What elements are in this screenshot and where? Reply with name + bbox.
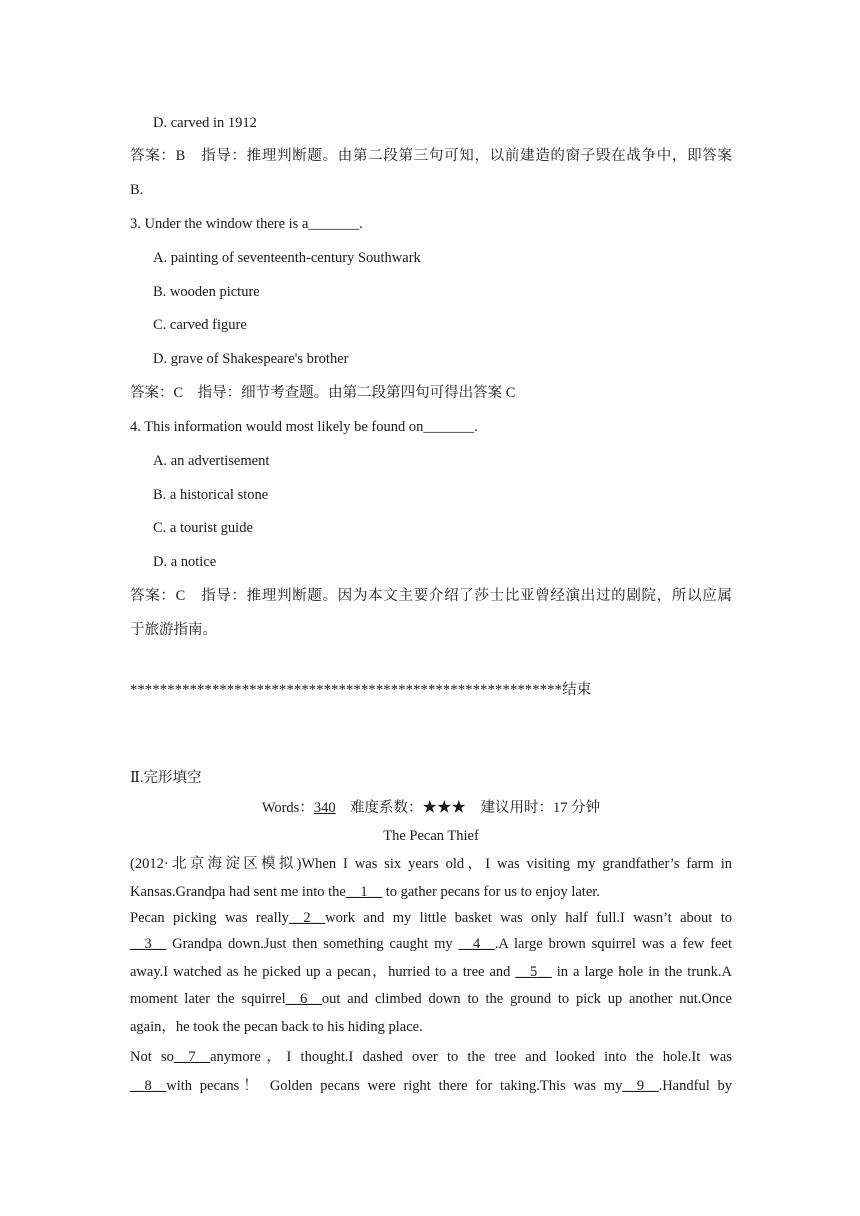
blank-5: __5__ bbox=[515, 964, 552, 980]
blank-8: __8__ bbox=[130, 1078, 167, 1094]
p2-line2-a: Grandpa down.Just then something caught my bbox=[166, 936, 459, 952]
p2-line4 bbox=[130, 990, 732, 1008]
p2-line2 bbox=[130, 935, 732, 953]
q4-option-a: A. an advertisement bbox=[153, 453, 270, 469]
p3-line2 bbox=[130, 1077, 732, 1095]
meta-words-label: Words： bbox=[261, 800, 314, 816]
p1-line1: (2012·北京海淀区模拟)When I was six years old，I was visiting my grandfather’s farm in bbox=[130, 856, 732, 872]
blank-3: __3__ bbox=[130, 936, 167, 952]
q2-answer-line2: B. bbox=[130, 182, 144, 198]
p1-line2-a: Kansas.Grandpa had sent me into the bbox=[130, 884, 346, 900]
p2-line1-a: Pecan picking was really bbox=[130, 910, 289, 926]
p2-line1 bbox=[130, 909, 732, 927]
blank-4: __4__ bbox=[458, 936, 495, 952]
p1-line2 bbox=[130, 883, 600, 901]
q4-answer-line2: 于旅游指南。 bbox=[130, 622, 217, 638]
q4-option-b: B. a historical stone bbox=[153, 487, 269, 503]
end-marker: **********************************************************结束 bbox=[130, 682, 592, 698]
q3-option-b: B. wooden picture bbox=[153, 284, 260, 300]
p2-line3-a: away.I watched as he picked up a pecan，hurried to a tree and bbox=[130, 964, 516, 980]
p2-line1-b: work and my little basket was only half full.I wasn’t about to bbox=[325, 910, 732, 926]
q4-option-c: C. a tourist guide bbox=[153, 520, 253, 536]
q3-option-d: D. grave of Shakespeare's brother bbox=[153, 351, 349, 367]
p2-line2-b: .A large brown squirrel was a few feet bbox=[494, 936, 733, 952]
section-meta bbox=[130, 799, 732, 817]
p3-line2-a: with pecans！ Golden pecans were right there for taking.This was my bbox=[166, 1078, 623, 1094]
q3-question: 3. Under the window there is a_______. bbox=[130, 216, 363, 232]
p2-line3-b: in a large hole in the trunk.A bbox=[551, 964, 733, 980]
q2-answer-line1: 答案：B 指导：推理判断题。由第二段第三句可知，以前建造的窗子毁在战争中，即答案 bbox=[130, 148, 732, 164]
p1-line2-b: to gather pecans for us to enjoy later. bbox=[382, 884, 600, 900]
q3-option-c: C. carved figure bbox=[153, 317, 247, 333]
p3-line1 bbox=[130, 1048, 732, 1066]
q4-question: 4. This information would most likely be found on_______. bbox=[130, 419, 478, 435]
q3-answer: 答案：C 指导：细节考查题。由第二段第四句可得出答案 C bbox=[130, 385, 516, 401]
p3-line2-b: .Handful by bbox=[658, 1078, 732, 1094]
blank-1: __1__ bbox=[345, 884, 383, 900]
blank-7: __7__ bbox=[173, 1049, 211, 1065]
p2-line3 bbox=[130, 963, 732, 981]
blank-9: __9__ bbox=[622, 1078, 659, 1094]
meta-rest: 难度系数：★★★ 建议用时：17 分钟 bbox=[335, 800, 601, 816]
q4-option-d: D. a notice bbox=[153, 554, 217, 570]
meta-words-value: 340 bbox=[313, 800, 336, 816]
blank-6: __6__ bbox=[285, 991, 322, 1007]
p2-line5: again，he took the pecan back to his hiding place. bbox=[130, 1019, 423, 1035]
q2-option-d: D. carved in 1912 bbox=[153, 115, 257, 131]
q3-option-a: A. painting of seventeenth-century Southwark bbox=[153, 250, 421, 266]
p2-line4-a: moment later the squirrel bbox=[130, 991, 286, 1007]
p2-line4-b: out and climbed down to the ground to pick up another nut.Once bbox=[321, 991, 732, 1007]
blank-2: __2__ bbox=[288, 910, 326, 926]
q4-answer-line1: 答案：C 指导：推理判断题。因为本文主要介绍了莎士比亚曾经演出过的剧院，所以应属 bbox=[130, 588, 732, 604]
p3-line1-b: anymore，I thought.I dashed over to the tree and looked into the hole.It was bbox=[210, 1049, 732, 1065]
section-heading: Ⅱ.完形填空 bbox=[130, 770, 202, 786]
passage-title: The Pecan Thief bbox=[383, 828, 479, 844]
p3-line1-a: Not so bbox=[130, 1049, 174, 1065]
